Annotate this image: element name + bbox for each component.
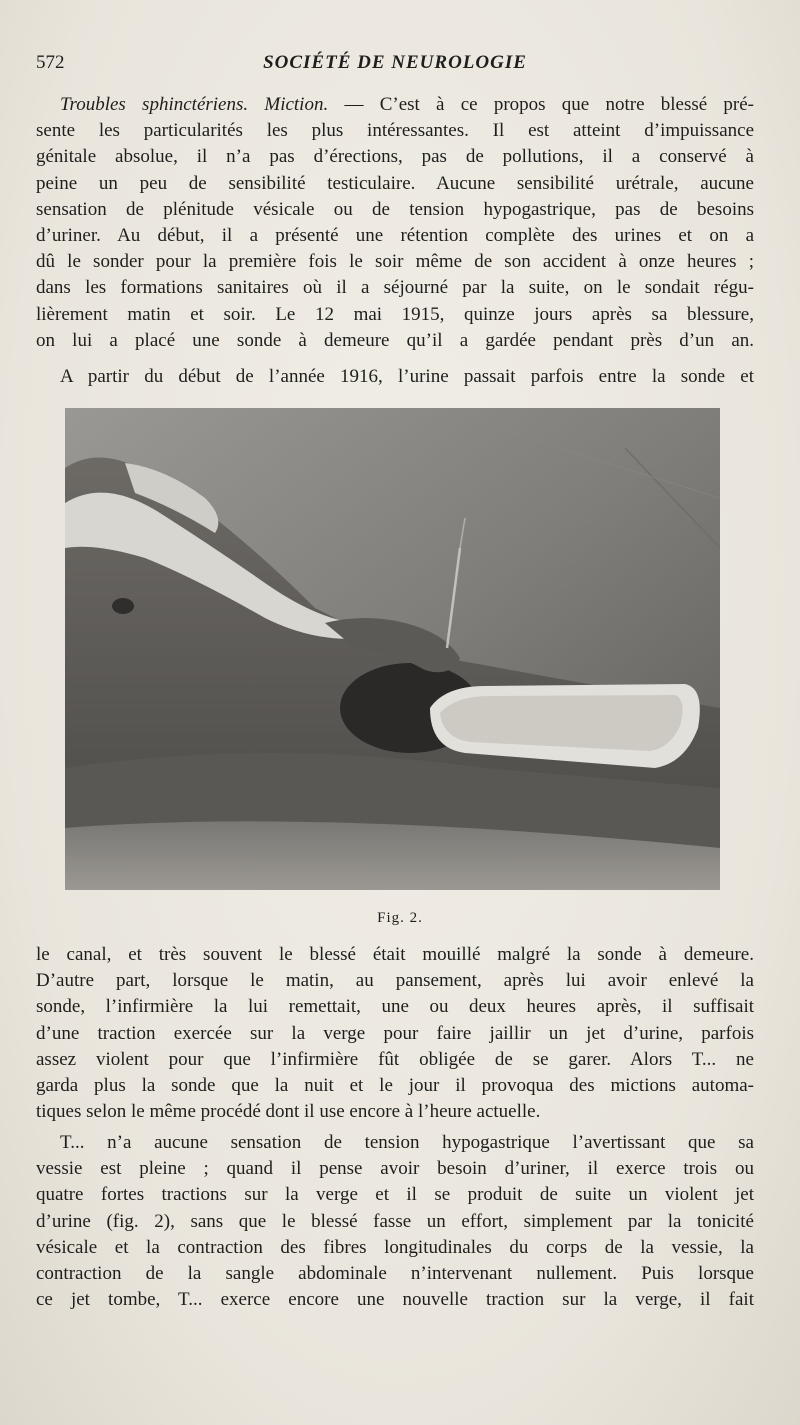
text-line: garda plus la sonde que la nuit et le jour il provoqua des mictions automa-: [36, 1075, 754, 1097]
text-line: sente les particularités les plus intéressantes. Il est atteint d’impuissance: [36, 120, 754, 142]
text-line: assez violent pour que l’infirmière fût obligée de se garer. Alors T... ne: [36, 1048, 754, 1070]
text-line: tiques selon le même procédé dont il use encore à l’heure actuelle.: [36, 1101, 541, 1123]
text-line: dans les formations sanitaires où il a séjourné par la suite, on le sondait régu-: [36, 277, 754, 299]
text-line: T... n’a aucune sensation de tension hypogastrique l’avertissant que sa: [60, 1132, 754, 1153]
text-line: sonde, l’infirmière la lui remettait, une ou deux heures après, il suffisait: [36, 996, 754, 1018]
text-line: contraction de la sangle abdominale n’intervenant nullement. Puis lorsque: [36, 1263, 754, 1285]
text-line: lièrement matin et soir. Le 12 mai 1915, quinze jours après sa blessure,: [36, 303, 754, 325]
text-line: dû le sonder pour la première fois le soir même de son accident à onze heures ;: [36, 251, 754, 273]
text-line: quatre fortes tractions sur la verge et il se produit de suite un violent jet: [36, 1184, 754, 1206]
text-line: le canal, et très souvent le blessé était mouillé malgré la sonde à demeure.: [36, 944, 754, 965]
text-line: vésicale et la contraction des fibres longitudinales du corps de la vessie, la: [36, 1236, 754, 1258]
paragraph-3: [36, 942, 754, 1125]
figure-photograph: [65, 408, 720, 890]
section-lead: Troubles sphinctériens. Miction.: [60, 94, 329, 115]
text-line: on lui a placé une sonde à demeure qu’il a gardée pendant près d’un an.: [36, 329, 754, 351]
text-line: peine un peu de sensibilité testiculaire. Aucune sensibilité urétrale, aucune: [36, 172, 754, 194]
text-line: vessie est pleine ; quand il pense avoir besoin d’uriner, il exerce trois ou: [36, 1158, 754, 1180]
figure-caption: Fig. 2.: [377, 910, 423, 926]
paragraph-1: [36, 92, 754, 354]
paragraph-4: [36, 1130, 754, 1313]
text-line: ce jet tombe, T... exerce encore une nouvelle traction sur la verge, il fait: [36, 1289, 754, 1311]
text-line: A partir du début de l’année 1916, l’urine passait parfois entre la sonde et: [60, 366, 754, 387]
text-line: d’uriner. Au début, il a présenté une rétention complète des urines et on a: [36, 225, 754, 247]
text-line: — C’est à ce propos que notre blessé pré-: [328, 94, 754, 115]
text-line: génitale absolue, il n’a pas d’érections, pas de pollutions, il a conservé à: [36, 146, 754, 168]
page-number: 572: [36, 52, 65, 73]
running-title: SOCIÉTÉ DE NEUROLOGIE: [263, 52, 527, 73]
text-line: sensation de plénitude vésicale ou de tension hypogastrique, pas de besoins: [36, 198, 754, 220]
text-line: d’une traction exercée sur la verge pour faire jaillir un jet d’urine, parfois: [36, 1022, 754, 1044]
text-line: d’urine (fig. 2), sans que le blessé fasse un effort, simplement par la tonicité: [36, 1210, 754, 1232]
page-header: [36, 52, 754, 80]
text-line: D’autre part, lorsque le matin, au pansement, après lui avoir enlevé la: [36, 970, 754, 992]
paragraph-2: [36, 364, 754, 390]
